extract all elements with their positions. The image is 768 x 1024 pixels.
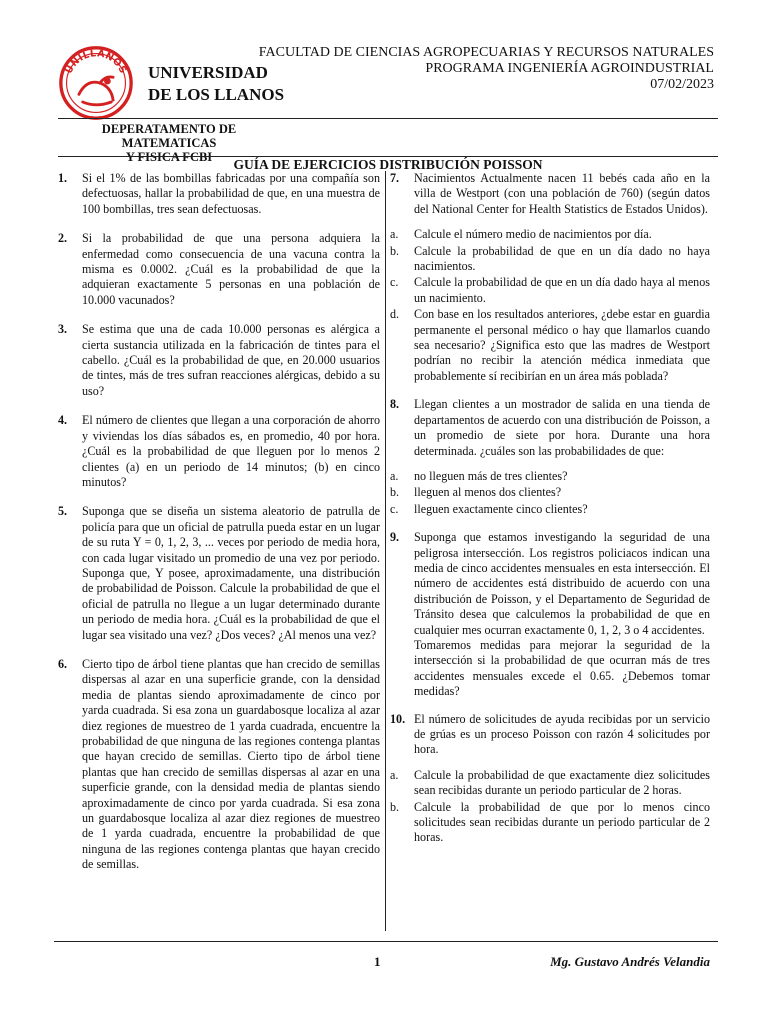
question-number: 1.: [58, 171, 68, 185]
university-name-line1: UNIVERSIDAD: [148, 63, 268, 82]
sub-item: [390, 800, 710, 846]
question-number: 2.: [58, 231, 68, 246]
footer-divider: [54, 941, 718, 942]
logo-text: UNILLANOS: [63, 48, 129, 76]
question-text: Llegan clientes a un mostrador de salida en una tienda de departamentos de acuerdo con una distribución de Poisson, a un promedio de siete por hora. Durante una hora determinada. ¿cuáles son las probabilidades de que:: [414, 397, 710, 458]
question-number: 6.: [58, 656, 68, 671]
sub-item-label: b.: [390, 243, 400, 258]
sub-item: [390, 227, 710, 242]
document-title: GUÍA DE EJERCICIOS DISTRIBUCIÓN POISSON: [233, 157, 543, 172]
sub-item-label: c.: [390, 501, 399, 516]
sub-item: [390, 307, 710, 384]
sub-item-text: no lleguen más de tres clientes?: [414, 468, 568, 483]
department-line2: Y FISICA FCBI: [125, 150, 213, 164]
author-name: Mg. Gustavo Andrés Velandia: [550, 954, 710, 969]
column-divider: [385, 171, 386, 931]
sub-item-text: Con base en los resultados anteriores, ¿debe estar en guardia permanente el personal médico o hay que llamarlos cuando sea necesario? ¿Significa esto que las madres de Westport podrían no recibir la atención médica inmediata que probablemente sí recibirían en un área más poblada?: [414, 307, 710, 383]
sub-item-label: c.: [390, 275, 399, 290]
header-divider: [58, 118, 718, 119]
question-9: [390, 530, 710, 638]
sub-item: [390, 244, 710, 275]
question-number: 9.: [390, 530, 400, 545]
sub-item-text: lleguen al menos dos clientes?: [414, 485, 562, 500]
sub-item-text: lleguen exactamente cinco clientes?: [414, 501, 588, 516]
question-3: [58, 322, 380, 399]
question-text: Suponga que se diseña un sistema aleatorio de patrulla de policía para que un oficial de patrulla pueda estar en un lugar de su ruta Y = 0, 1, 2, 3, ... veces por periodo de media hora, con cada lugar visitado un promedio de una vez por periodo. Suponga que, Y posee, aproximadamente, una distribución de probabilidad de Poisson. Calcule la probabilidad de que el oficial de patrulla no llegue a un lugar determinado durante un periodo de media hora. ¿Cuál es la probabilidad de que el lugar sea visitado una vez? ¿Dos veces? ¿Al menos una vez?: [82, 504, 380, 642]
sub-item-label: b.: [390, 485, 400, 500]
question-text: Si la probabilidad de que una persona adquiera la enfermedad como consecuencia de una vacuna contra la misma es 0.0002. ¿Cuál es la probabilidad de que la adquieran exactamente 5 personas en una población de 10.000 vacunados?: [82, 231, 380, 307]
faculty-block: [254, 45, 714, 93]
university-logo: [58, 45, 134, 121]
document-date: 07/02/2023: [650, 77, 714, 92]
university-name-line2: DE LOS LLANOS: [148, 85, 285, 104]
sub-item: [390, 485, 710, 500]
sub-item: [390, 275, 710, 306]
sub-item-text: Calcule la probabilidad de que en un día dado haya al menos un nacimiento.: [414, 275, 710, 305]
question-8: [390, 397, 710, 459]
question-text: El número de clientes que llegan a una corporación de ahorro y viviendas los días sábados es, en promedio, 40 por hora. ¿Cuál es la probabilidad de que lleguen por lo menos 2 clientes (a) en un periodo de 14 minutos; (b) en cinco minutos?: [82, 413, 380, 489]
question-text: El número de solicitudes de ayuda recibidas por un servicio de grúas es un proceso Poisson con razón 4 solicitudes por hora.: [414, 711, 710, 757]
sub-item: [390, 469, 710, 484]
sub-item-label: a.: [390, 767, 399, 782]
right-column: [390, 171, 710, 847]
question-10: [390, 712, 710, 758]
sub-item-label: a.: [390, 227, 399, 242]
question-text: Si el 1% de las bombillas fabricadas por una compañía son defectuosas, hallar la probabilidad de que, en una muestra de 100 bombillas, tres sean defectuosas.: [82, 171, 380, 216]
question-text: Cierto tipo de árbol tiene plantas que han crecido de semillas dispersas al azar en una superficie grande, con la densidad media de plantas siendo aproximadamente de cinco por yarda cuadrada. Si esa zona un guardabosque localiza al azar diez regiones de muestreo de 1 yarda cuadrada, encuentre la probabilidad de que ninguna de las regiones contenga plantas que hayan crecido de semillas. Cierto tipo de árbol tiene plantas que han crecido de semillas dispersas al azar en una superficie grande, con la densidad media de plantas siendo aproximadamente de cinco por yarda cuadrada. Si esa zona un guardabosque localiza al azar diez regiones de muestreo de 1 yarda cuadrada, encuentre la probabilidad de que ninguna de las regiones contenga plantas que hayan crecido de semillas.: [82, 656, 380, 872]
page-number: 1: [374, 954, 381, 969]
question-number: 10.: [390, 711, 406, 726]
question-number: 4.: [58, 413, 68, 428]
question-1: [58, 171, 380, 217]
sub-item-text: Calcule la probabilidad de que exactamente diez solicitudes sean recibidas durante un periodo particular de 2 horas.: [414, 767, 710, 798]
program-name: PROGRAMA INGENIERÍA AGROINDUSTRIAL: [425, 61, 714, 76]
question-9-continuation: Tomaremos medidas para mejorar la seguridad de la intersección si la probabilidad de que ocurran más de tres accidentes mensuales excede el 0.65. ¿Debemos tomar medidas?: [414, 637, 710, 699]
question-6: [58, 657, 380, 873]
question-4: [58, 413, 380, 490]
question-text: Nacimientos Actualmente nacen 11 bebés cada año en la villa de Westport (con una población de 760) (según datos del National Center for Health Statistics de Estados Unidos).: [414, 171, 710, 216]
sub-item-label: d.: [390, 307, 400, 322]
question-text: Suponga que estamos investigando la seguridad de una peligrosa intersección. Los registros policiacos indican una media de cinco accidentes mensuales en esta intersección. El número de accidentes está distribuido de acuerdo con una distribución de Poisson, y el Departamento de Seguridad de Tránsito desea que calculemos la probabilidad de que en cualquier mes ocurran exactamente 0, 1, 2, 3 o 4 accidentes.: [414, 530, 710, 637]
question-7: [390, 171, 710, 217]
sub-item-text: Calcule el número medio de nacimientos por día.: [414, 227, 652, 242]
question-5: [58, 504, 380, 643]
question-number: 7.: [390, 171, 400, 185]
sub-item-label: b.: [390, 799, 400, 814]
department-line1: DEPERATAMENTO DE MATEMATICAS: [101, 122, 237, 150]
sub-item-label: a.: [390, 468, 399, 483]
left-column: [58, 171, 380, 887]
sub-item-text: Calcule la probabilidad de que por lo menos cinco solicitudes sean recibidas durante un periodo particular de 2 horas.: [414, 799, 710, 845]
question-number: 8.: [390, 397, 400, 412]
question-text: Se estima que una de cada 10.000 personas es alérgica a cierta sustancia utilizada en la fabricación de tintes para el cabello. ¿Cuál es la probabilidad de que, en 20.000 usuarios de tintes, más de tres sufran reacciones alérgicas, debido a su uso?: [82, 322, 380, 398]
svg-text:UNILLANOS: [63, 48, 128, 75]
question-2: [58, 231, 380, 308]
sub-item: [390, 768, 710, 799]
question-number: 5.: [58, 504, 68, 519]
faculty-name: FACULTAD DE CIENCIAS AGROPECUARIAS Y RECURSOS NATURALES: [258, 45, 714, 60]
sub-item-text: Calcule la probabilidad de que en un día dado no haya nacimientos.: [414, 243, 710, 274]
sub-item: [390, 502, 710, 517]
question-number: 3.: [58, 322, 68, 337]
